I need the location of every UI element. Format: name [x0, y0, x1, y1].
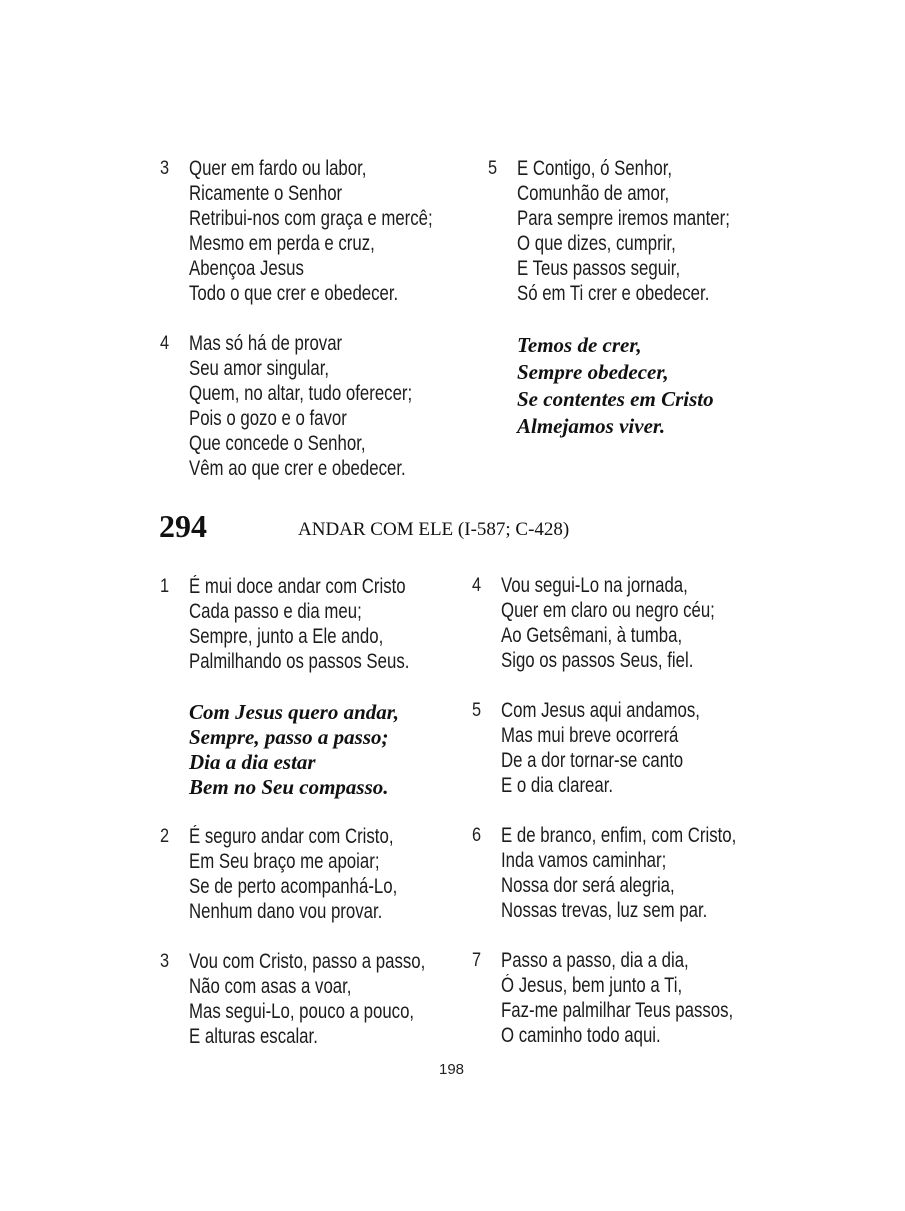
- verse-line: Sempre, junto a Ele ando,: [189, 625, 384, 648]
- hymn-title: ANDAR COM ELE (I-587; C-428): [298, 519, 570, 540]
- hymn-chorus: [189, 700, 399, 800]
- verse-line: Mesmo em perda e cruz,: [189, 232, 375, 255]
- verse-line: Só em Ti crer e obedecer.: [517, 282, 710, 305]
- stanza-number: 4: [472, 575, 482, 596]
- verse-line: De a dor tornar-se canto: [501, 749, 684, 772]
- verse-line: Mas segui-Lo, pouco a pouco,: [189, 1000, 415, 1023]
- verse-line: Faz-me palmilhar Teus passos,: [501, 999, 734, 1022]
- verse-line: O caminho todo aqui.: [501, 1024, 661, 1047]
- verse-line: Não com asas a voar,: [189, 975, 352, 998]
- verse-line: Mas só há de provar: [189, 332, 343, 355]
- stanza-number: 7: [472, 950, 482, 971]
- verse-line: O que dizes, cumprir,: [517, 232, 676, 255]
- stanza-number: 1: [160, 576, 170, 597]
- prev-hymn-chorus: [517, 332, 714, 440]
- chorus-line: Temos de crer,: [517, 333, 642, 357]
- verse-line: Inda vamos caminhar;: [501, 849, 667, 872]
- verse-line: Vou segui-Lo na jornada,: [501, 574, 688, 597]
- verse-line: Quer em claro ou negro céu;: [501, 599, 715, 622]
- chorus-line: Dia a dia estar: [189, 750, 316, 774]
- page-number: 198: [439, 1061, 465, 1078]
- verse-line: Mas mui breve ocorrerá: [501, 724, 679, 747]
- chorus-line: Bem no Seu compasso.: [189, 775, 389, 799]
- stanza-number: 3: [160, 951, 170, 972]
- verse-line: Nossas trevas, luz sem par.: [501, 899, 708, 922]
- chorus-line: Sempre obedecer,: [517, 360, 669, 384]
- verse-line: Ao Getsêmani, à tumba,: [501, 624, 683, 647]
- verse-line: Ricamente o Senhor: [189, 182, 343, 205]
- verse-line: Ó Jesus, bem junto a Ti,: [501, 974, 683, 997]
- verse-line: Vêm ao que crer e obedecer.: [189, 457, 406, 480]
- stanza-number: 5: [472, 700, 482, 721]
- verse-line: Nenhum dano vou provar.: [189, 900, 383, 923]
- verse-line: Abençoa Jesus: [189, 257, 304, 280]
- verse-line: Todo o que crer e obedecer.: [189, 282, 399, 305]
- verse-line: Quer em fardo ou labor,: [189, 157, 367, 180]
- stanza-number: 3: [160, 158, 170, 179]
- verse-line: É mui doce andar com Cristo: [189, 575, 406, 598]
- verse-line: E Teus passos seguir,: [517, 257, 681, 280]
- verse-line: Se de perto acompanhá-Lo,: [189, 875, 398, 898]
- verse-line: E o dia clarear.: [501, 774, 614, 797]
- verse-line: Cada passo e dia meu;: [189, 600, 362, 623]
- verse-line: E alturas escalar.: [189, 1025, 318, 1048]
- verse-line: Seu amor singular,: [189, 357, 330, 380]
- verse-line: Para sempre iremos manter;: [517, 207, 730, 230]
- verse-line: E Contigo, ó Senhor,: [517, 157, 673, 180]
- verse-line: Com Jesus aqui andamos,: [501, 699, 700, 722]
- verse-line: E de branco, enfim, com Cristo,: [501, 824, 737, 847]
- verse-line: Sigo os passos Seus, fiel.: [501, 649, 694, 672]
- stanza-number: 5: [488, 158, 498, 179]
- verse-line: Comunhão de amor,: [517, 182, 670, 205]
- stanza-number: 2: [160, 826, 170, 847]
- chorus-line: Com Jesus quero andar,: [189, 700, 400, 724]
- chorus-line: Se contentes em Cristo: [517, 387, 714, 411]
- verse-line: Passo a passo, dia a dia,: [501, 949, 689, 972]
- verse-line: Palmilhando os passos Seus.: [189, 650, 410, 673]
- verse-line: É seguro andar com Cristo,: [189, 825, 394, 848]
- verse-line: Quem, no altar, tudo oferecer;: [189, 382, 413, 405]
- verse-line: Que concede o Senhor,: [189, 432, 366, 455]
- verse-line: Vou com Cristo, passo a passo,: [189, 950, 426, 973]
- verse-line: Retribui-nos com graça e mercê;: [189, 207, 433, 230]
- hymn-number: 294: [159, 508, 207, 544]
- chorus-line: Almejamos viver.: [517, 414, 666, 438]
- verse-line: Pois o gozo e o favor: [189, 407, 347, 430]
- stanza-number: 4: [160, 333, 170, 354]
- chorus-line: Sempre, passo a passo;: [189, 725, 389, 749]
- verse-line: Nossa dor será alegria,: [501, 874, 675, 897]
- verse-line: Em Seu braço me apoiar;: [189, 850, 380, 873]
- stanza-number: 6: [472, 825, 482, 846]
